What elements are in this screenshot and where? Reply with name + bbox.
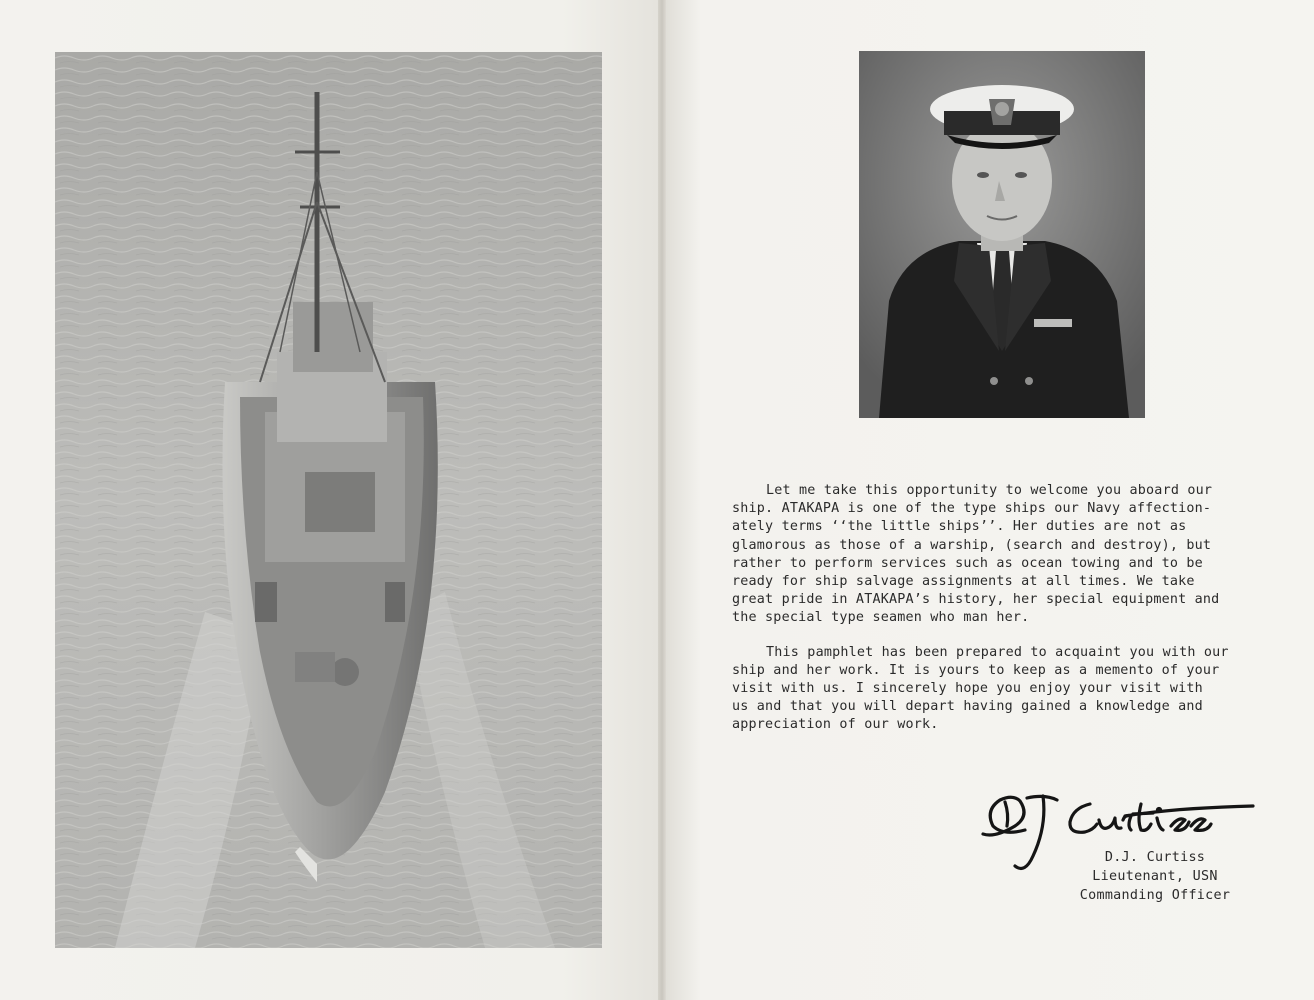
signoff-title: Commanding Officer bbox=[1079, 888, 1231, 903]
letter-line: ready for ship salvage assignments at all times. We take bbox=[732, 574, 1195, 590]
ship-aerial-photo bbox=[55, 52, 602, 948]
letter-paragraph-2 bbox=[732, 644, 1262, 735]
officer-portrait-photo bbox=[859, 51, 1145, 418]
signoff-name: D.J. Curtiss bbox=[1104, 850, 1206, 865]
portrait-photo-icon bbox=[859, 51, 1145, 418]
letter-line: glamorous as those of a warship, (search and destroy), but bbox=[732, 537, 1212, 553]
letter-line: visit with us. I sincerely hope you enjoy your visit with bbox=[732, 681, 1203, 697]
welcome-letter bbox=[732, 482, 1262, 751]
letter-line: ship. ATAKAPA is one of the type ships our Navy affection- bbox=[732, 501, 1212, 517]
signoff-rank: Lieutenant, USN bbox=[1092, 869, 1218, 884]
letter-paragraph-1 bbox=[732, 482, 1262, 628]
signoff-block bbox=[1060, 848, 1250, 905]
letter-line: the special type seamen who man her. bbox=[732, 610, 1030, 626]
book-spine bbox=[658, 0, 666, 1000]
letter-line: us and that you will depart having gained a knowledge and bbox=[732, 699, 1203, 715]
letter-line: appreciation of our work. bbox=[732, 717, 939, 733]
ship-photo-icon bbox=[55, 52, 602, 948]
letter-line: great pride in ATAKAPA’s history, her special equipment and bbox=[732, 592, 1220, 608]
letter-line: ately terms ‘‘the little ships’’. Her duties are not as bbox=[732, 519, 1187, 535]
letter-line: Let me take this opportunity to welcome you aboard our bbox=[766, 483, 1213, 498]
letter-line: rather to perform services such as ocean towing and to be bbox=[732, 555, 1203, 571]
letter-line: ship and her work. It is yours to keep as a memento of your bbox=[732, 662, 1220, 678]
letter-line: This pamphlet has been prepared to acquaint you with our bbox=[766, 644, 1229, 660]
